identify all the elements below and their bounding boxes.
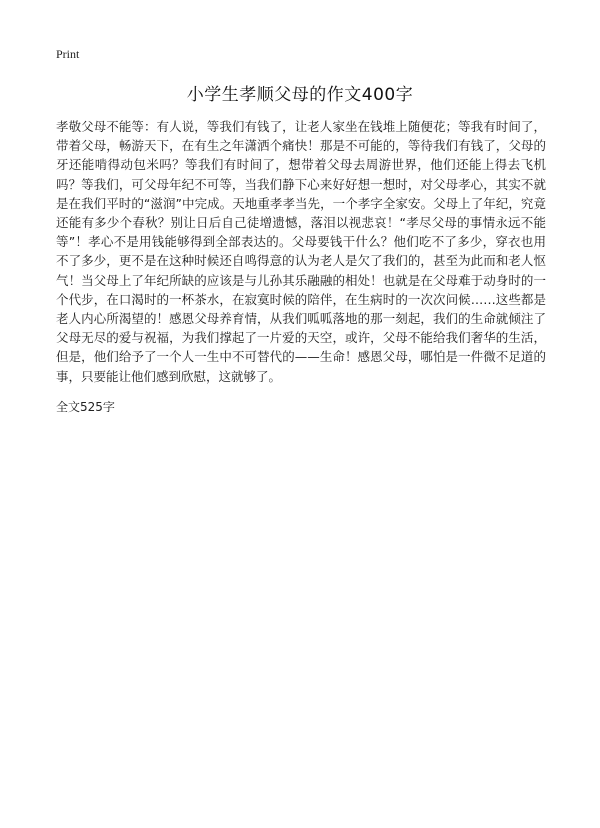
print-link[interactable]: Print (56, 47, 80, 61)
article-body: 孝敬父母不能等：有人说，等我们有钱了，让老人家坐在钱堆上随便花；等我有时间了，带着父母，畅游天下，在有生之年潇洒个痛快！那是不可能的，等待我们有钱了，父母的牙还能啃得动包米吗？等我们有时间了，想带着父母去周游世界，他们还能上得去飞机吗？等我们，可父母年纪不可等，当我们静下心来好好想一想时，对父母孝心，其实不就是在我们平时的“滋润”中完成。天地重孝孝当先，一个孝字全家安。父母上了年纪，究竟还能有多少个春秋？别让日后自己徒增遗憾，落泪以视悲哀！“孝尽父母的事情永远不能等”！孝心不是用钱能够得到全部表达的。父母要钱干什么？他们吃不了多少，穿衣也用不了多少，更不是在这种时候还自鸣得意的认为老人是欠了我们的，甚至为此而和老人怄气！当父母上了年纪所缺的应该是与儿孙其乐融融的相处！也就是在父母难于动身时的一个代步，在口渴时的一杯茶水，在寂寞时候的陪伴，在生病时的一次次问候……这些都是老人内心所渴望的！感恩父母养育情，从我们呱呱落地的那一刻起，我们的生命就倾注了父母无尽的爱与祝福，为我们撑起了一片爱的天空，或许，父母不能给我们奢华的生活，但是，他们给予了一个人一生中不可替代的——生命！感恩父母，哪怕是一件微不足道的事，只要能让他们感到欣慰，这就够了。 (56, 119, 546, 384)
page-title: 小学生孝顺父母的作文400字 (186, 85, 414, 105)
word-count-label: 全文525字 (56, 400, 115, 414)
